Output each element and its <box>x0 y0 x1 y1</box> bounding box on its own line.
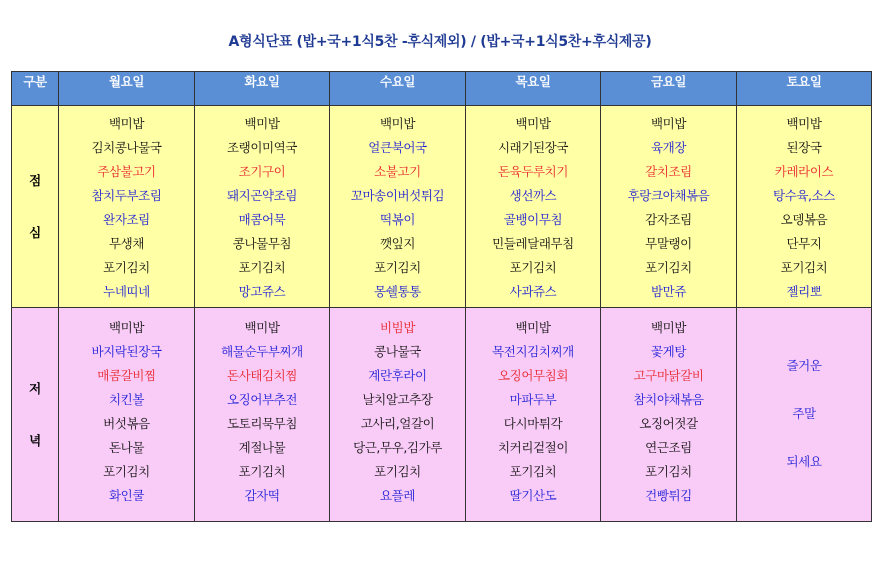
header-category: 구분 <box>12 72 59 106</box>
menu-item: 포기김치 <box>238 260 286 275</box>
menu-item: 갈치조림 <box>645 164 692 179</box>
menu-item: 포기김치 <box>509 260 557 275</box>
menu-item: 무생채 <box>108 236 145 251</box>
menu-item: 포기김치 <box>509 464 557 479</box>
menu-item: 콩나물무침 <box>232 236 292 251</box>
menu-item: 조랭이미역국 <box>226 140 298 155</box>
menu-item: 돈나물 <box>108 440 145 455</box>
menu-item: 돈사태김치찜 <box>226 368 298 383</box>
menu-item: 백미밥 <box>244 116 280 131</box>
header-row <box>12 72 872 106</box>
menu-item: 백미밥 <box>650 116 687 131</box>
menu-item: 버섯볶음 <box>103 416 150 431</box>
menu-item: 포기김치 <box>374 260 421 275</box>
dinner-cell-tue <box>195 308 330 522</box>
menu-item: 매콤어묵 <box>238 212 286 227</box>
weekend-message-line: 즐거운 <box>786 358 822 373</box>
menu-item: 밤만쥬 <box>650 284 687 299</box>
header-day-wed: 수요일 <box>330 72 466 106</box>
dinner-row <box>12 308 872 522</box>
dinner-label <box>12 308 59 522</box>
weekend-message-line: 주말 <box>792 406 816 421</box>
dinner-cell-sat <box>737 308 872 522</box>
menu-item: 백미밥 <box>786 116 822 131</box>
page-title: A형식단표 (밥+국+1식5찬 -후식제외) / (밥+국+1식5찬+후식제공) <box>228 34 652 50</box>
header-day-fri: 금요일 <box>601 72 737 106</box>
menu-item: 돼지곤약조림 <box>226 188 298 203</box>
lunch-cell-tue <box>195 106 330 308</box>
menu-item: 얼큰북어국 <box>368 140 427 155</box>
menu-item: 사과쥬스 <box>509 284 557 299</box>
menu-item: 포기김치 <box>645 464 692 479</box>
menu-item: 백미밥 <box>379 116 416 131</box>
menu-item: 백미밥 <box>650 320 687 335</box>
menu-item: 완자조림 <box>103 212 150 227</box>
menu-item: 감자떡 <box>244 488 280 503</box>
menu-item: 다시마튀각 <box>503 416 563 431</box>
menu-item: 목전지김치찌개 <box>492 344 574 359</box>
menu-item: 포기김치 <box>645 260 692 275</box>
menu-item: 화인쿨 <box>108 488 145 503</box>
menu-item: 몽쉘통통 <box>374 284 421 299</box>
menu-item: 연근조림 <box>645 440 692 455</box>
menu-item: 오징어부추전 <box>226 392 298 407</box>
menu-item: 돈육두루치기 <box>497 164 569 179</box>
meal-menu-table <box>11 71 872 522</box>
dinner-label-char: 녁 <box>29 432 41 448</box>
menu-item: 건빵튀김 <box>645 488 692 503</box>
dinner-cell-thu <box>466 308 601 522</box>
menu-item: 카레라이스 <box>774 164 834 179</box>
menu-item: 주삼불고기 <box>97 164 156 179</box>
menu-item: 소불고기 <box>374 164 421 179</box>
lunch-cell-mon <box>59 106 195 308</box>
weekend-message-line: 되세요 <box>786 454 822 469</box>
menu-item: 해물순두부찌개 <box>221 344 303 359</box>
menu-item: 마파두부 <box>509 392 557 407</box>
menu-item: 생선까스 <box>509 188 557 203</box>
menu-item: 치킨볼 <box>108 392 145 407</box>
menu-item: 시래기된장국 <box>497 140 569 155</box>
menu-item: 된장국 <box>786 140 822 155</box>
menu-item: 당근,무우,김가루 <box>353 440 442 455</box>
menu-item: 감자조림 <box>645 212 692 227</box>
menu-item: 도토리묵무침 <box>226 416 298 431</box>
lunch-cell-sat <box>737 106 872 308</box>
menu-item: 골뱅이무침 <box>503 212 563 227</box>
header-day-mon: 월요일 <box>59 72 195 106</box>
menu-item: 계란후라이 <box>368 368 427 383</box>
menu-item: 비빔밥 <box>379 320 416 335</box>
menu-item: 단무지 <box>786 236 822 251</box>
dinner-cell-wed <box>330 308 466 522</box>
lunch-row <box>12 106 872 308</box>
menu-item: 백미밥 <box>515 116 551 131</box>
menu-item: 깻잎지 <box>379 236 416 251</box>
menu-item: 누네띠네 <box>103 284 150 299</box>
menu-item: 포기김치 <box>238 464 286 479</box>
menu-item: 참치두부조림 <box>91 188 162 203</box>
menu-item: 떡볶이 <box>379 212 416 227</box>
menu-item: 후랑크야채볶음 <box>627 188 710 203</box>
menu-item: 꽃게탕 <box>650 344 687 359</box>
lunch-label <box>12 106 59 308</box>
header-day-tue: 화요일 <box>195 72 330 106</box>
lunch-label-char: 점 <box>29 172 41 188</box>
menu-item: 요플레 <box>379 488 416 503</box>
menu-item: 젤리뽀 <box>786 284 822 299</box>
menu-item: 꼬마송이버섯튀김 <box>350 188 445 203</box>
menu-item: 고구마닭갈비 <box>633 368 704 383</box>
dinner-cell-fri <box>601 308 737 522</box>
menu-item: 포기김치 <box>780 260 828 275</box>
lunch-cell-thu <box>466 106 601 308</box>
menu-item: 콩나물국 <box>374 344 421 359</box>
menu-item: 포기김치 <box>374 464 421 479</box>
menu-item: 탕수육,소스 <box>773 188 835 203</box>
menu-item: 망고쥬스 <box>238 284 286 299</box>
menu-item: 무말랭이 <box>645 236 692 251</box>
menu-item: 백미밥 <box>108 116 145 131</box>
menu-item: 참치야채볶음 <box>633 392 704 407</box>
menu-item: 포기김치 <box>103 464 150 479</box>
lunch-cell-wed <box>330 106 466 308</box>
menu-item: 치커리겉절이 <box>497 440 569 455</box>
dinner-cell-mon <box>59 308 195 522</box>
menu-item: 김치콩나물국 <box>91 140 162 155</box>
menu-item: 계절나물 <box>238 440 286 455</box>
header-day-thu: 목요일 <box>466 72 601 106</box>
menu-item: 조기구이 <box>238 164 286 179</box>
menu-item: 오징어무침회 <box>497 368 569 383</box>
menu-item: 백미밥 <box>515 320 551 335</box>
menu-item: 오뎅볶음 <box>780 212 828 227</box>
menu-item: 딸기산도 <box>509 488 557 503</box>
menu-item: 고사리,얼갈이 <box>360 416 435 431</box>
menu-item: 날치알고추장 <box>362 392 433 407</box>
menu-item: 포기김치 <box>103 260 150 275</box>
menu-item: 민들레달래무침 <box>492 236 574 251</box>
lunch-cell-fri <box>601 106 737 308</box>
menu-item: 육개장 <box>650 140 687 155</box>
header-day-sat: 토요일 <box>737 72 872 106</box>
menu-item: 백미밥 <box>244 320 280 335</box>
menu-item: 매콤갈비찜 <box>97 368 156 383</box>
menu-item: 바지락된장국 <box>91 344 162 359</box>
menu-item: 백미밥 <box>108 320 145 335</box>
menu-item: 오징어젓갈 <box>639 416 698 431</box>
dinner-label-char: 저 <box>29 380 41 396</box>
lunch-label-char: 심 <box>29 224 41 240</box>
